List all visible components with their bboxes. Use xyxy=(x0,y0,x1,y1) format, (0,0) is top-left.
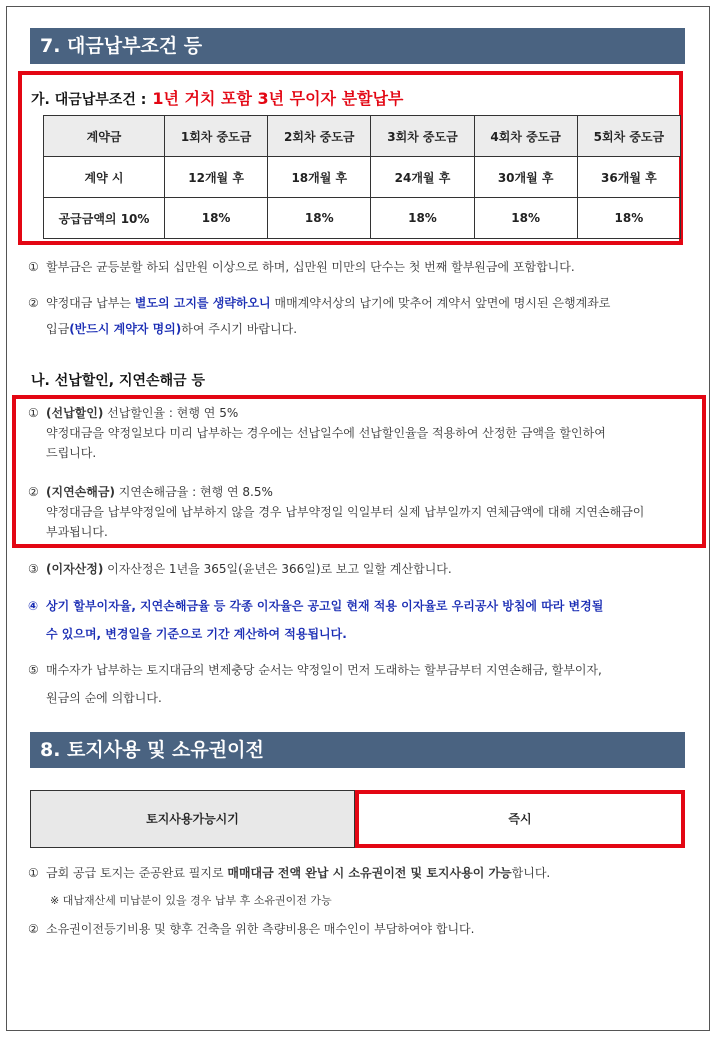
table-row-amount xyxy=(44,198,681,239)
note-emphasis: (반드시 계약자 명의) xyxy=(69,322,182,336)
note-8-1 xyxy=(28,860,693,886)
note-text: 상기 할부이자율, 지연손해금율 등 각종 이자율은 공고일 현재 적용 이자율로 우리공사 방침에 따라 변경될 xyxy=(46,599,604,613)
note-number: ① xyxy=(28,866,39,880)
table-header-row xyxy=(44,116,681,157)
table-cell: 18% xyxy=(268,198,371,239)
note-text: 드립니다. xyxy=(46,446,97,460)
note-number: ③ xyxy=(28,562,39,576)
note-b3 xyxy=(28,556,693,582)
note-text: 이자산정은 1년을 365일(윤년은 366일)로 보고 일할 계산합니다. xyxy=(103,562,452,576)
note-text: 매매계약서상의 납기에 맞추어 계약서 앞면에 명시된 은행계좌로 xyxy=(270,296,611,310)
table-header-cell: 2회차 중도금 xyxy=(268,116,371,157)
table-header-cell: 4회차 중도금 xyxy=(474,116,577,157)
note-emphasis: 별도의 고지를 생략하오니 xyxy=(134,296,271,310)
note-8-1-sub: ※ 대납재산세 미납분이 있을 경우 납부 후 소유권이전 가능 xyxy=(50,894,332,907)
payment-terms-subtitle xyxy=(31,86,403,109)
table-header-cell: 계약금 xyxy=(44,116,165,157)
note-text: 수 있으며, 변경일을 기준으로 기간 계산하여 적용됩니다. xyxy=(46,627,347,641)
note-number: ① xyxy=(28,260,39,274)
note-text: 원금의 순에 의합니다. xyxy=(46,691,162,705)
payment-terms-label: 가. 대금납부조건 : xyxy=(31,92,147,108)
note-title: (선납할인) xyxy=(46,406,104,420)
table-cell: 12개월 후 xyxy=(165,157,268,198)
installment-table xyxy=(43,115,681,239)
note-number: ② xyxy=(28,296,39,310)
table-cell: 계약 시 xyxy=(44,157,165,198)
note-number: ⑤ xyxy=(28,663,39,677)
note-text: 할부금은 균등분할 하되 십만원 이상으로 하며, 십만원 미만의 단수는 첫 번째 할부원금에 포함합니다. xyxy=(46,260,575,274)
table-cell: 공급금액의 10% xyxy=(44,198,165,239)
note-text: 금회 공급 토지는 준공완료 필지로 xyxy=(46,866,228,880)
land-use-label: 토지사용가능시기 xyxy=(30,790,355,848)
note-text: 지연손해금율 : 현행 연 8.5% xyxy=(114,485,273,499)
table-cell: 18% xyxy=(165,198,268,239)
note-text: 부과됩니다. xyxy=(46,525,108,539)
table-cell: 18% xyxy=(577,198,680,239)
land-use-table xyxy=(30,790,685,848)
table-header-cell: 3회차 중도금 xyxy=(371,116,474,157)
note-number: ④ xyxy=(28,599,39,613)
table-cell: 30개월 후 xyxy=(474,157,577,198)
table-cell: 36개월 후 xyxy=(577,157,680,198)
note-b2 xyxy=(28,482,693,542)
table-cell: 24개월 후 xyxy=(371,157,474,198)
note-text: 합니다. xyxy=(511,866,551,880)
note-number: ① xyxy=(28,406,39,420)
section-7-title: 7. 대금납부조건 등 xyxy=(30,28,685,64)
note-text: 입금 xyxy=(46,322,70,336)
note-8-2 xyxy=(28,916,693,942)
note-text: 선납할인율 : 현행 연 5% xyxy=(103,406,239,420)
note-text: 하여 주시기 바랍니다. xyxy=(181,322,298,336)
note-title: (이자산정) xyxy=(46,562,104,576)
payment-terms-highlight: 1년 거치 포함 3년 무이자 분할납부 xyxy=(152,89,404,108)
table-cell: 18개월 후 xyxy=(268,157,371,198)
note-text: 소유권이전등기비용 및 향후 건축을 위한 측량비용은 매수인이 부담하여야 합니다. xyxy=(46,922,475,936)
note-text: 매수자가 납부하는 토지대금의 변제충당 순서는 약정일이 먼저 도래하는 할부금부터 지연손해금, 할부이자, xyxy=(46,663,602,677)
note-a1 xyxy=(28,254,688,280)
note-text: 약정대금을 약정일보다 미리 납부하는 경우에는 선납일수에 선납할인율을 적용하여 산정한 금액을 할인하여 xyxy=(46,426,606,440)
note-text: 약정대금을 납부약정일에 납부하지 않을 경우 납부약정일 익일부터 실제 납부일까지 연체금액에 대해 지연손해금이 xyxy=(46,505,645,519)
section-8-title: 8. 토지사용 및 소유권이전 xyxy=(30,732,685,768)
note-text: 약정대금 납부는 xyxy=(46,296,135,310)
land-use-value: 즉시 xyxy=(355,790,685,848)
note-b4 xyxy=(28,592,693,648)
note-b5 xyxy=(28,656,693,712)
table-cell: 18% xyxy=(474,198,577,239)
table-row-timing xyxy=(44,157,681,198)
note-emphasis: 매매대금 전액 완납 시 소유권이전 및 토지사용이 가능 xyxy=(227,866,512,880)
prepayment-subtitle: 나. 선납할인, 지연손해금 등 xyxy=(31,373,206,389)
note-b1 xyxy=(28,403,693,463)
note-a2 xyxy=(28,290,693,342)
table-header-cell: 5회차 중도금 xyxy=(577,116,680,157)
note-number: ② xyxy=(28,485,39,499)
table-header-cell: 1회차 중도금 xyxy=(165,116,268,157)
note-title: (지연손해금) xyxy=(46,485,115,499)
table-cell: 18% xyxy=(371,198,474,239)
note-number: ② xyxy=(28,922,39,936)
